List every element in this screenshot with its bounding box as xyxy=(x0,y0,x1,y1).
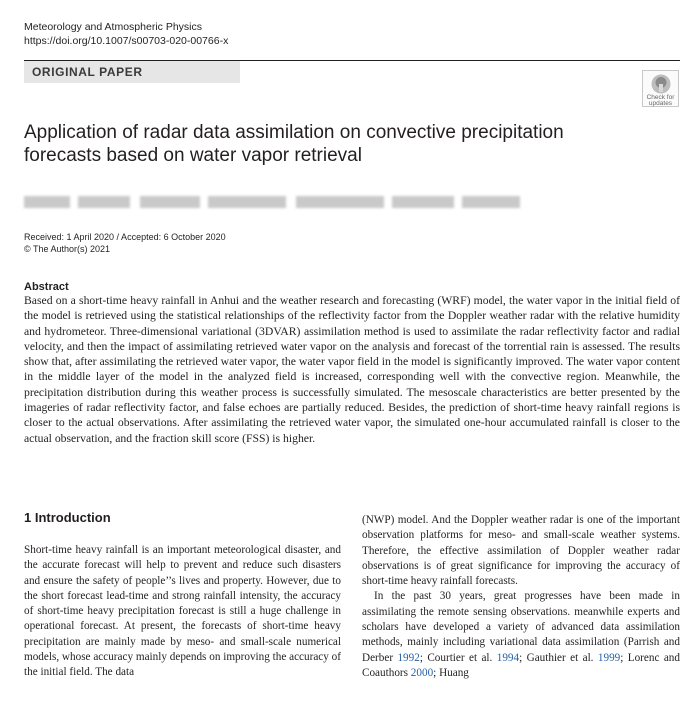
introduction-left-column: Short-time heavy rainfall is an important meteorological disaster, and the accurate forecast will help to prevent and reduce such disasters and ensure the safety of people’’s lives and property. However, due to the short forecast lead-time and strong rainfall intensity, the accuracy of short-time heavy precipitation forecast is still a huge challenge in operational forecast. At present, the forecasts of short-time heavy precipitation are mainly made by meso- and small-scale numerical models, whose accuracy mainly depends on improving the accuracy of the initial field. The data xyxy=(24,544,341,679)
author-blurred-2 xyxy=(78,196,130,208)
paragraph-text: ; Lorenc and Coauthors xyxy=(362,651,680,679)
abstract-heading: Abstract xyxy=(24,281,69,293)
check-for-updates-badge[interactable] xyxy=(642,70,679,107)
paper-title: Application of radar data assimilation on convective precipitation forecasts based on water vapor retrieval xyxy=(24,122,564,166)
author-blurred-4 xyxy=(208,196,286,208)
citation-link[interactable]: 1992 xyxy=(397,651,420,664)
crossmark-icon xyxy=(651,74,671,94)
introduction-heading: 1 Introduction xyxy=(24,510,111,525)
introduction-paragraph xyxy=(362,589,680,681)
author-blurred-5 xyxy=(296,196,384,208)
author-blurred-7 xyxy=(462,196,520,208)
citation-link[interactable]: 1999 xyxy=(597,651,621,664)
introduction-paragraph: (NWP) model. And the Doppler weather radar is one of the important observation platforms for meso- and small-scale weather systems. Therefore, the effective assimilation of Doppler weather radar observations is of great significance for improving the accuracy of short-time heavy rainfall forecasts. xyxy=(362,514,680,588)
author-blurred-3 xyxy=(140,196,200,208)
author-blurred-1 xyxy=(24,196,70,208)
article-type-banner: ORIGINAL PAPER xyxy=(24,61,240,83)
doi-link[interactable]: https://doi.org/10.1007/s00703-020-00766-x xyxy=(24,35,229,47)
paragraph-text: ; Huang xyxy=(433,666,469,679)
copyright-notice: © The Author(s) 2021 xyxy=(24,244,111,254)
introduction-right-column xyxy=(362,513,680,681)
journal-name: Meteorology and Atmospheric Physics xyxy=(24,21,203,33)
abstract-text: Based on a short-time heavy rainfall in Anhui and the weather research and forecasting (WRF) model, the water vapor in the initial field of the model is retrieved using the statistical relationships of the reflectivity factor from the Doppler weather radar with the relative humidity and hydrometeor. Three-dimensional variational (3DVAR) assimilation method is used to assimilate the radar reflectivity factor and radial velocity, and then the impact of assimilating retrieved water vapor on the analysis and forecast of the torrential rain is assessed. The results show that, after assimilating the retrieved water vapor, the water vapor field in the model is significantly improved. The water vapor content in the middle layer of the model in the analyzed field is increased, corresponding well with the convective region. Meanwhile, the precipitation distribution during this weather process is successfully simulated. The mesoscale characteristics are better presented by the imageries of radar reflectivity factor, and false echoes are partially reduced. Besides, the prediction of short-time heavy rainfall regions is closer to the actual observations. After assimilating the retrieved water vapor, the simulated one-hour accumulated rainfall is closer to the actual observation, and the fraction skill score (FSS) is higher. xyxy=(24,294,680,445)
citation-link[interactable]: 1994 xyxy=(496,651,520,664)
paragraph-text: In the past 30 years, great progresses have been made in assimilating the remote sensing observations. meanwhile experts and scholars have developed a variety of advanced data assimilation methods, mainly including variational data assimilation (Parrish and Derber xyxy=(362,590,680,664)
received-accepted-dates: Received: 1 April 2020 / Accepted: 6 October 2020 xyxy=(24,232,226,242)
crossmark-label-1: Check for xyxy=(646,94,675,101)
crossmark-label-2: updates xyxy=(648,100,673,107)
author-blurred-6 xyxy=(392,196,454,208)
citation-link[interactable]: 2000 xyxy=(410,666,434,679)
paragraph-text: ; Courtier et al. xyxy=(419,651,497,664)
paragraph-text: ; Gauthier et al. xyxy=(519,651,598,664)
